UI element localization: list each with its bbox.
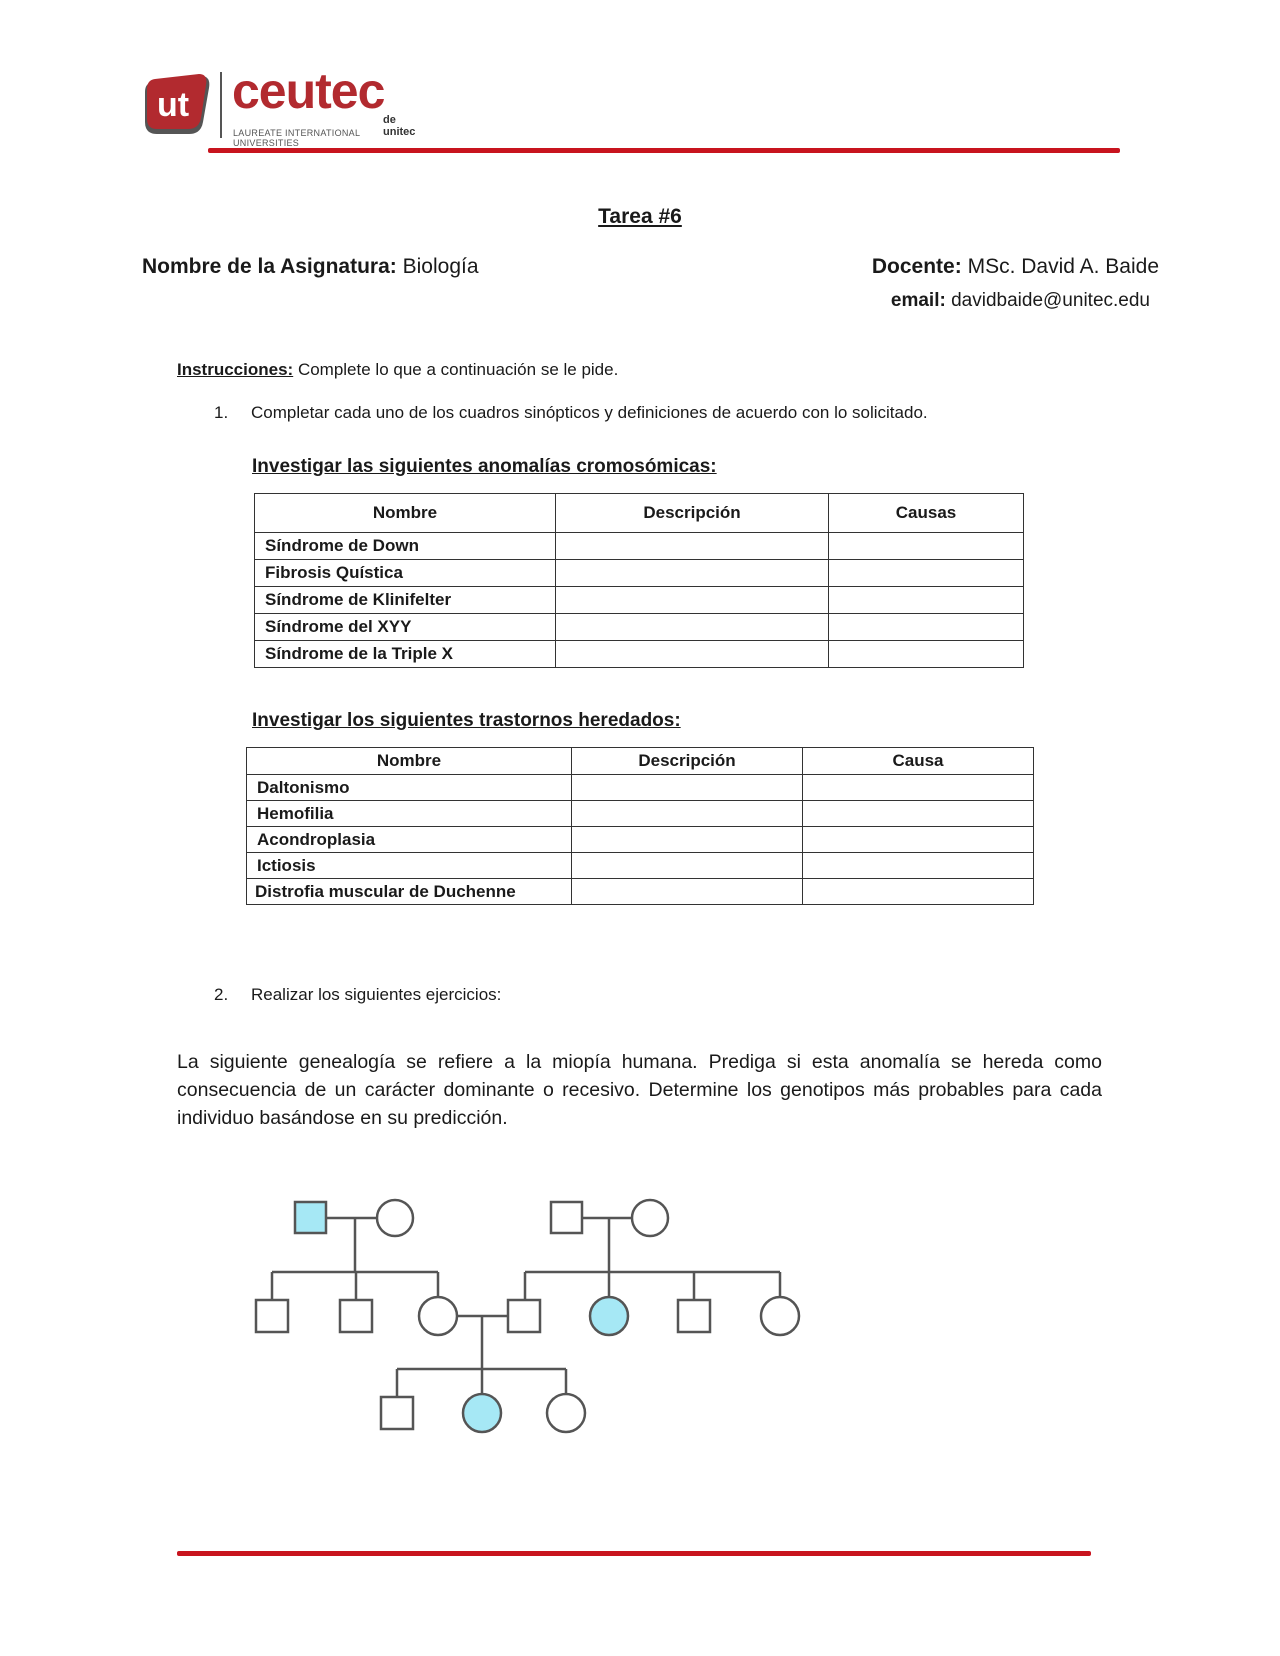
- footer-rule: [177, 1551, 1091, 1556]
- table-header: Causas: [829, 494, 1024, 533]
- row-name: Síndrome de la Triple X: [255, 641, 556, 668]
- pedigree-male: [678, 1300, 710, 1332]
- teacher-label: Docente:: [871, 255, 962, 278]
- pedigree-female: [419, 1297, 457, 1335]
- pedigree-male: [340, 1300, 372, 1332]
- instructions-label: Instrucciones:: [177, 360, 294, 379]
- logo-wordmark: ceutec: [232, 63, 385, 119]
- table-header: Descripción: [556, 494, 829, 533]
- pedigree-male-affected: [295, 1202, 326, 1233]
- table-header: Nombre: [255, 494, 556, 533]
- pedigree-female: [547, 1394, 585, 1432]
- row-name: Daltonismo: [247, 775, 572, 801]
- table1-title: Investigar las siguientes anomalías cromosómicas:: [252, 456, 717, 477]
- list-item-number: 1.: [214, 403, 229, 422]
- logo-sub: de unitec: [383, 114, 416, 138]
- list-item-number: 2.: [214, 985, 229, 1004]
- row-name: Hemofilia: [247, 801, 572, 827]
- row-name: Acondroplasia: [247, 827, 572, 853]
- row-name: Síndrome de Klinifelter: [255, 587, 556, 614]
- pedigree-female-affected: [463, 1394, 501, 1432]
- row-name: Síndrome de Down: [255, 533, 556, 560]
- teacher-value: MSc. David A. Baide: [967, 255, 1159, 278]
- list-item-text: Realizar los siguientes ejercicios:: [251, 985, 502, 1004]
- email-value: davidbaide@unitec.edu: [951, 290, 1150, 311]
- subject-label: Nombre de la Asignatura:: [142, 255, 397, 278]
- row-name: Ictiosis: [247, 853, 572, 879]
- pedigree-female-affected: [590, 1297, 628, 1335]
- pedigree-male: [508, 1300, 540, 1332]
- pedigree-question: La siguiente genealogía se refiere a la miopía humana. Prediga si esta anomalía se hereda como consecuencia de un carácter dominante o recesivo. Determine los genotipos más probables para cada individuo basándose en su predicción.: [177, 1051, 1102, 1129]
- pedigree-male: [256, 1300, 288, 1332]
- svg-text:ut: ut: [157, 86, 190, 124]
- row-name: Distrofia muscular de Duchenne: [247, 879, 572, 905]
- pedigree-female: [761, 1297, 799, 1335]
- page-title: Tarea #6: [598, 205, 682, 228]
- pedigree-female: [632, 1200, 668, 1236]
- table-header: Causa: [803, 748, 1034, 775]
- email-label: email:: [890, 290, 946, 311]
- row-name: Fibrosis Quística: [255, 560, 556, 587]
- table-header: Nombre: [247, 748, 572, 775]
- table2-title: Investigar los siguientes trastornos heredados:: [252, 710, 681, 731]
- subject-value: Biología: [402, 255, 479, 278]
- logo-tagline: LAUREATE INTERNATIONAL UNIVERSITIES: [233, 128, 360, 148]
- instructions-text: Complete lo que a continuación se le pide.: [297, 360, 619, 379]
- list-item-text: Completar cada uno de los cuadros sinópticos y definiciones de acuerdo con lo solicitado.: [251, 403, 928, 422]
- pedigree-male: [551, 1202, 582, 1233]
- row-name: Síndrome del XYY: [255, 614, 556, 641]
- table-header: Descripción: [572, 748, 803, 775]
- pedigree-female: [377, 1200, 413, 1236]
- pedigree-male: [381, 1397, 413, 1429]
